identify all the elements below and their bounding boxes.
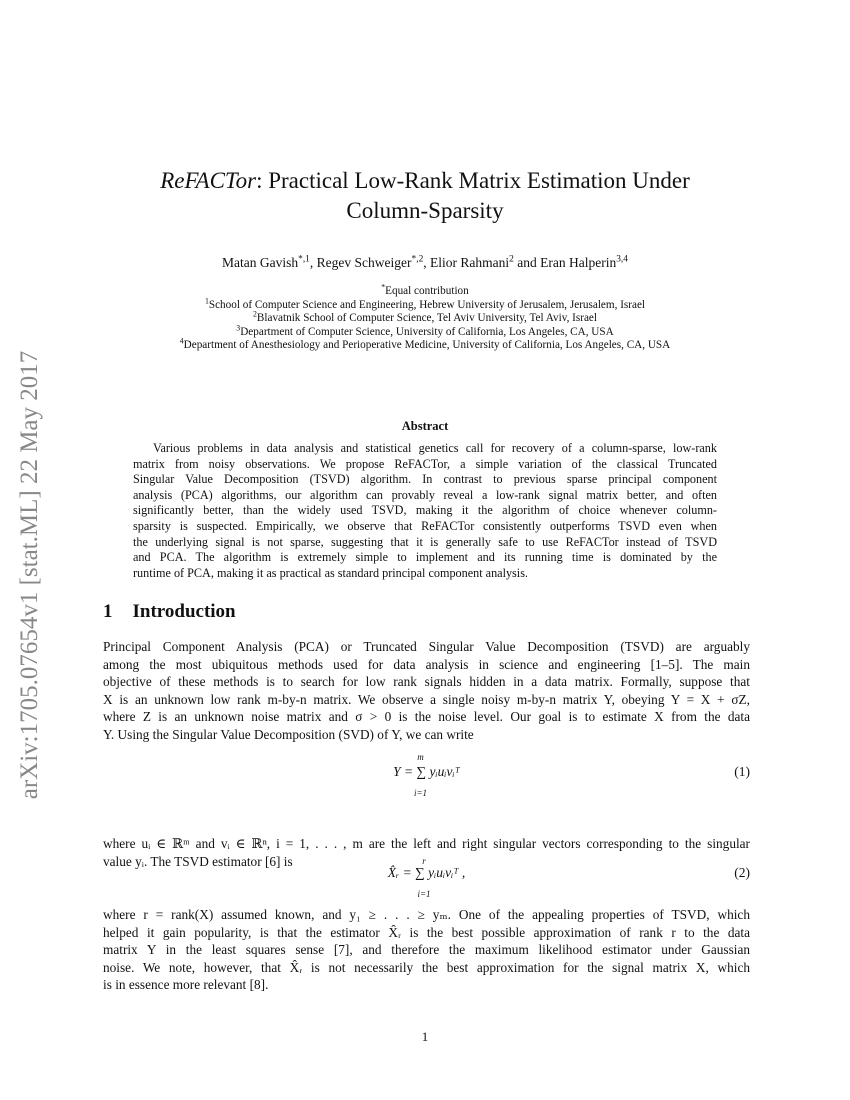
page-number: 1: [421, 1029, 429, 1044]
text-line: where r = rank(X) assumed known, and y₁ ≥ . . . ≥ yₘ. One of the appealing properties of TSVD, which: [103, 907, 750, 922]
text-line: Y. Using the Singular Value Decomposition (SVD) of Y, we can write: [103, 726, 474, 742]
abstract-line: matrix from noisy observations. We propose ReFACTor, a simple variation of the classical Truncated: [133, 456, 717, 471]
title-method-name: ReFACTor: [160, 168, 257, 193]
abstract-heading: Abstract: [401, 419, 449, 433]
text-line: Principal Component Analysis (PCA) or Truncated Singular Value Decomposition (TSVD) are arguably: [103, 639, 750, 654]
title-line1: : Practical Low-Rank Matrix Estimation Under: [256, 168, 690, 193]
abstract-line: Various problems in data analysis and statistical genetics call for recovery of a column-sparse, low-rank: [153, 441, 717, 455]
affiliation: *Equal contribution: [381, 282, 469, 297]
text-line: where uᵢ ∈ ℝᵐ and vᵢ ∈ ℝⁿ, i = 1, . . . , m are the left and right singular vectors corresponding to the singular: [103, 836, 750, 851]
equation-2: r X̂ᵣ = ∑ yᵢuᵢvᵢᵀ , i=1 (2): [387, 856, 750, 899]
abstract-line: sparsity is suspected. Empirically, we observe that ReFACTor consistently outperforms TSVD even when: [133, 518, 717, 533]
paper-title: [0, 166, 850, 226]
affiliation: $^3$Department of Computer Science, University of California, Los Angeles, CA, USA: [236, 323, 614, 338]
equation-number: (2): [734, 865, 750, 880]
text-line: where Z is an unknown noise matrix and σ > 0 is the noise level. Our goal is to estimate X from the data: [103, 709, 750, 724]
affiliation: $^1$School of Computer Science and Engineering, Hebrew University of Jerusalem, Jerusalem, Israel: [204, 295, 646, 311]
text-line: objective of these methods is to search for low rank signals hidden in a data matrix. Formally, suppose that: [103, 674, 750, 689]
abstract-line: and PCA. The algorithm is extremely simple to implement and its running time is dominated by the: [133, 550, 717, 565]
arxiv-identifier: arXiv:1705.07654v1 [stat.ML] 22 May 2017: [16, 350, 43, 800]
title-line2: Column-Sparsity: [346, 198, 504, 223]
author-list: [0, 255, 850, 271]
text-line: X is an unknown low rank m-by-n matrix. We observe a single noisy m-by-n matrix Y, obeying Y = X + σZ,: [103, 691, 750, 707]
abstract-line: runtime of PCA, making it as practical as standard principal component analysis.: [133, 565, 528, 580]
affiliation: $^2$Blavatnik School of Computer Science, Tel Aviv University, Tel Aviv, Israel: [252, 309, 598, 325]
abstract-line: Singular Value Decomposition (TSVD) algorithm. In contrast to previous sparse principal component: [133, 472, 717, 487]
text-line: matrix Y in the least squares sense [7], and therefore the maximum likelihood estimator under Gaussian: [103, 942, 750, 957]
equation-number: (1): [734, 764, 750, 779]
author: Elior Rahmani$^2$ and: [430, 254, 541, 270]
affiliations: [0, 282, 850, 353]
affiliation: $^4$Department of Anesthesiology and Perioperative Medicine, University of California, Los Angeles, CA, USA: [179, 336, 671, 352]
abstract-line: significantly better, than the widely used TSVD, making it the algorithm of choice whenever column-: [133, 503, 717, 518]
abstract-body: [133, 441, 717, 581]
paragraph-1: [103, 638, 750, 743]
paragraph-3: [103, 906, 750, 994]
abstract-line: the underlying signal is not sparse, suggesting that it is generally safe to use ReFACTor instead of TSVD: [133, 534, 717, 549]
section-heading: 1 Introduction: [103, 601, 236, 622]
equation-1: m Y = ∑ yᵢuᵢvᵢᵀ i=1 (1): [393, 752, 750, 798]
text-line: noise. We note, however, that X̂ᵣ is not necessarily the best approximation for the signal matrix X, which: [103, 959, 750, 975]
text-line: value yᵢ. The TSVD estimator [6] is: [103, 853, 293, 869]
text-line: helped it gain popularity, is that the estimator X̂ᵣ is the best possible approximation of rank r to the data: [103, 924, 750, 940]
text-line: among the most ubiquitous methods used for data analysis in science and engineering [1–5]. The main: [103, 656, 750, 672]
author: Matan Gavish$^{*,1}$,: [221, 254, 317, 270]
author: Eran Halperin$^{3,4}$: [540, 254, 628, 270]
text-line: is in essence more relevant [8].: [103, 977, 269, 992]
author: Regev Schweiger$^{*,2}$,: [316, 254, 431, 270]
abstract-line: analysis (PCA) algorithms, our algorithm can provably reveal a low-rank signal matrix better, and often: [133, 487, 717, 502]
